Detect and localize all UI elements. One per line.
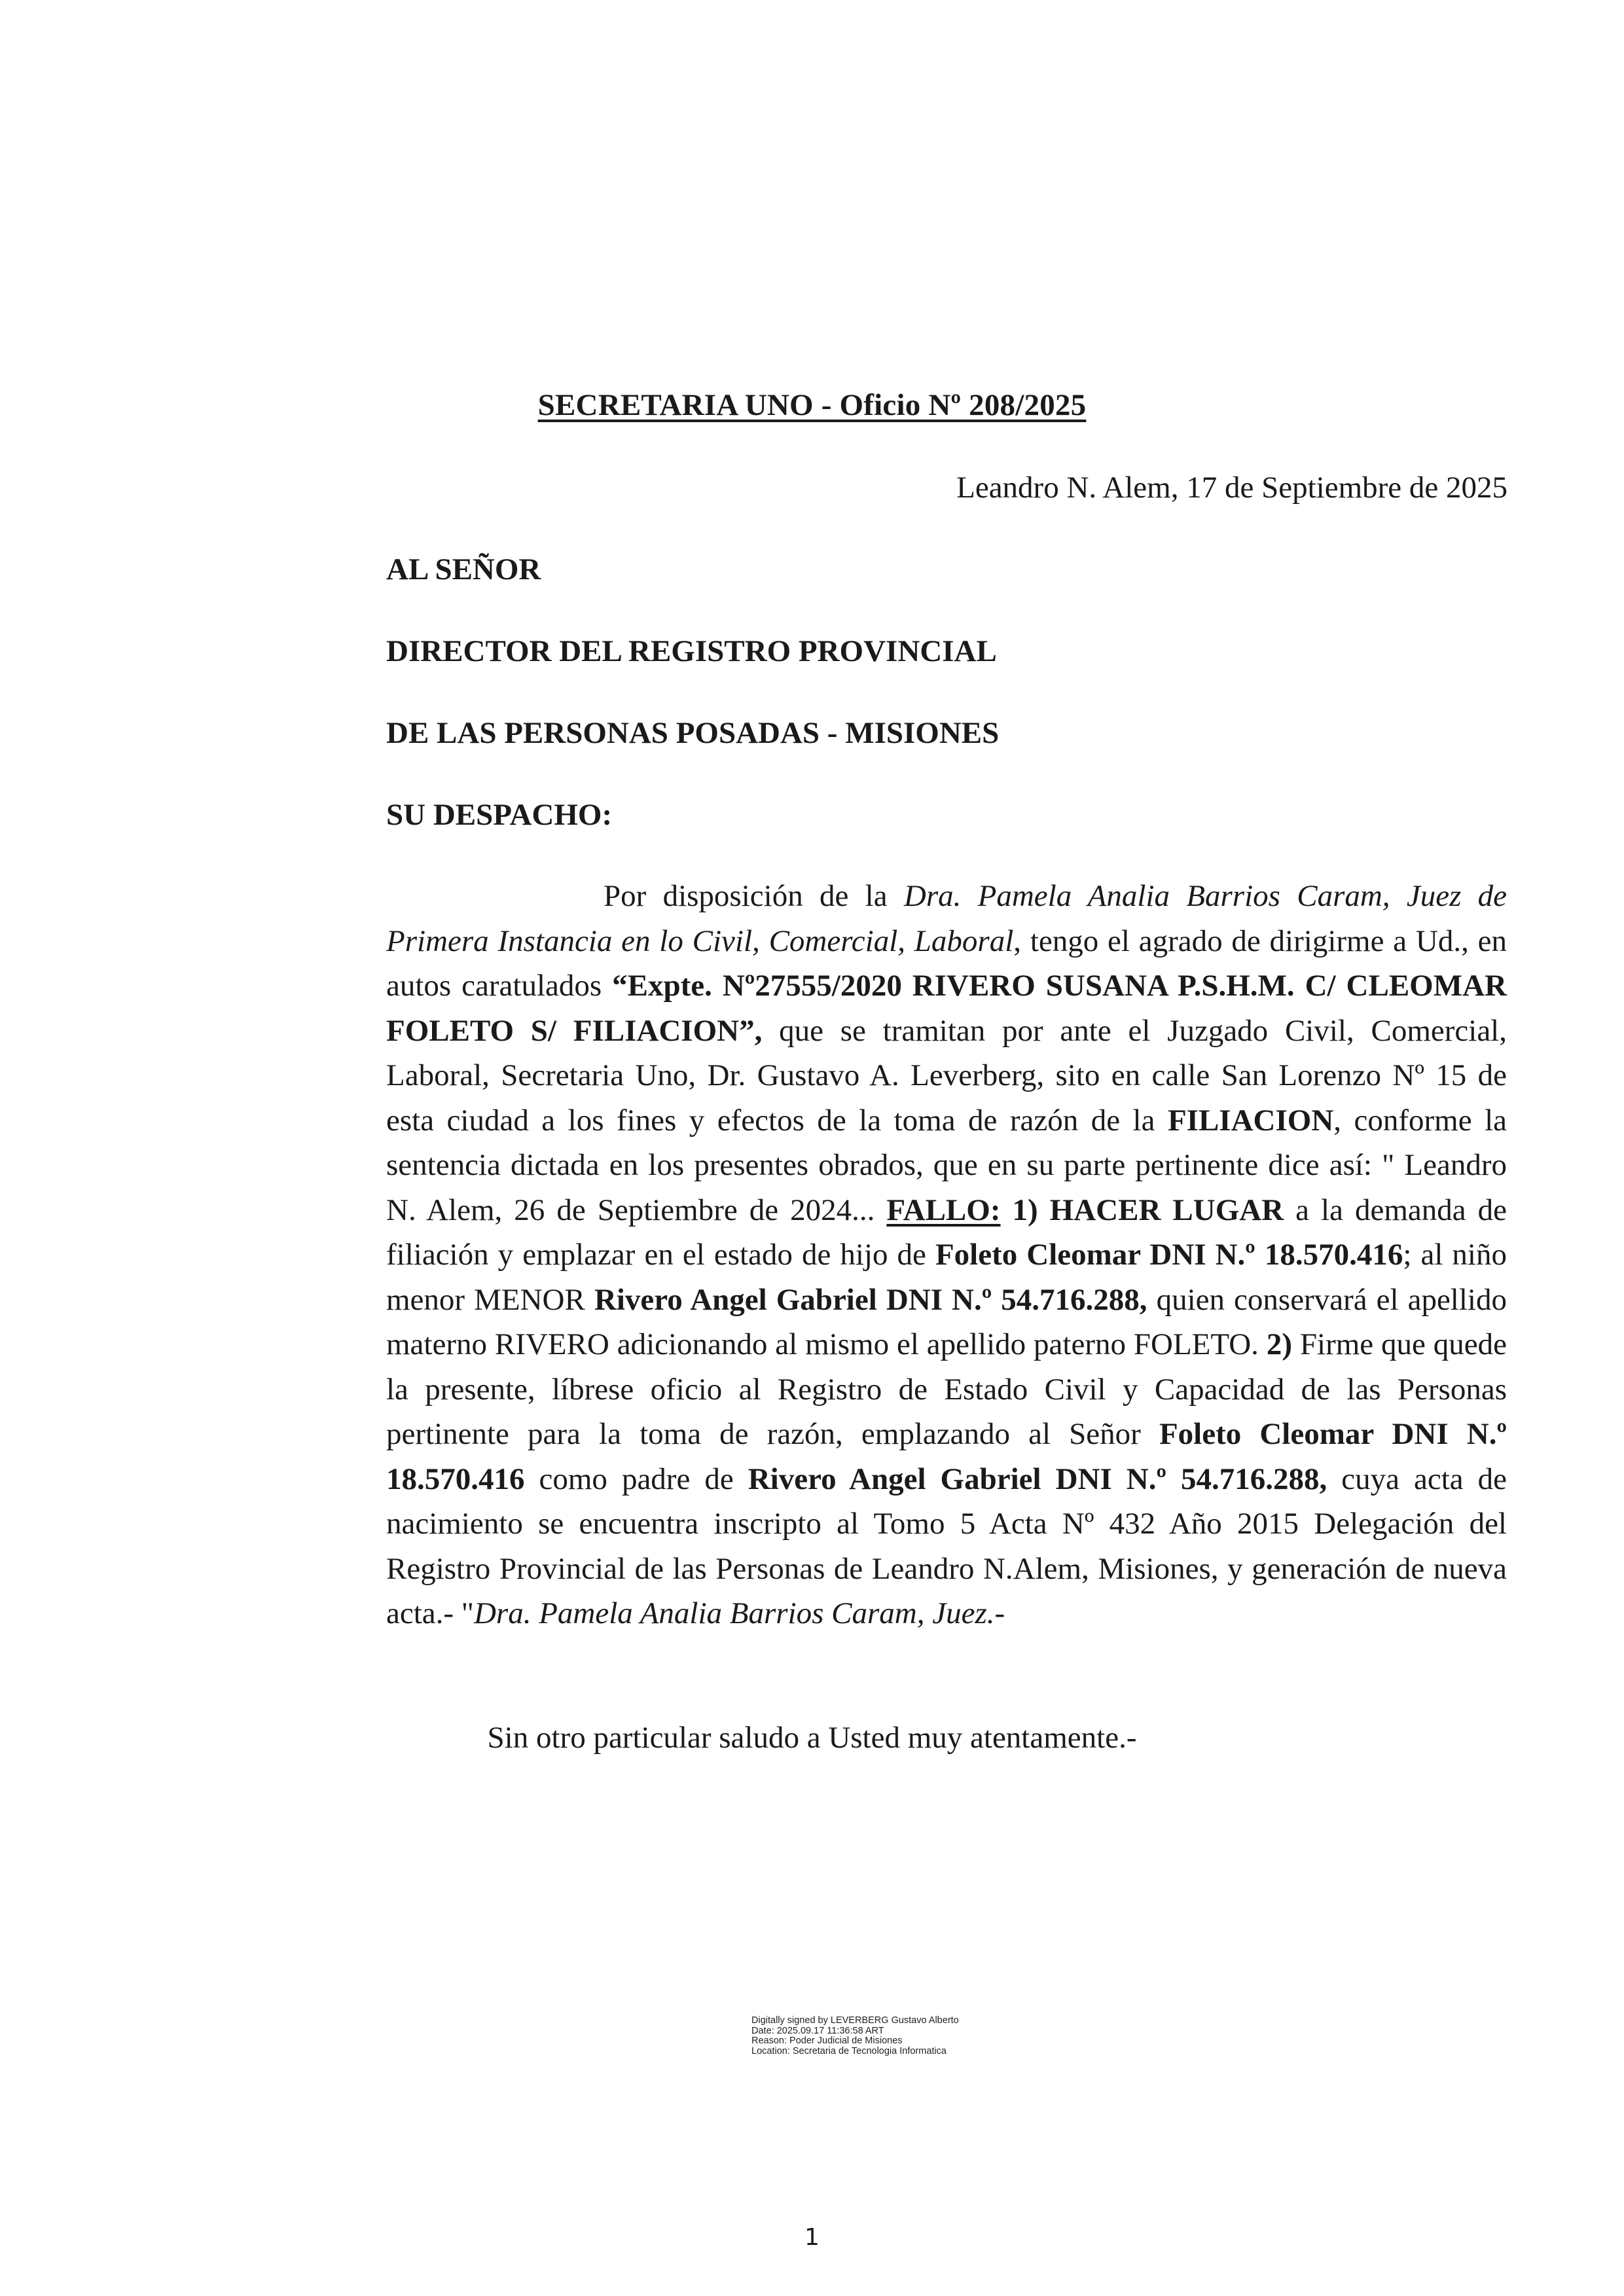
addressee-salutation: AL SEÑOR — [386, 552, 541, 586]
signature-location: Location: Secretaria de Tecnologia Informatica — [751, 2045, 947, 2056]
body-text-segment: quien conservará el apellido materno RIVERO adicionando al mismo el apellido paterno FOLETO. — [386, 1282, 1507, 1361]
signature-date: Date: 2025.09.17 11:36:58 ART — [751, 2025, 884, 2036]
digital-signature-stamp — [751, 2016, 974, 2056]
addressee-despacho: SU DESPACHO: — [386, 798, 613, 832]
body-text-segment: cuya acta de nacimiento se encuentra inscripto al Tomo 5 Acta Nº 432 Año 2015 Delegación del Registro Provincial de las Personas de Leandro N.Alem, Misiones, y generación de nueva acta.- " — [386, 1462, 1507, 1630]
body-text-segment: , conforme la sentencia dictada en los presentes obrados, que en su parte pertinente dice así: " Leandro N. Alem, 26 de Septiembre de 2024... — [386, 1103, 1507, 1227]
body-text-segment: Firme que quede la presente, líbrese oficio al Registro de Estado Civil y Capacidad de las Personas pertinente para la toma de razón, emplazando al Señor — [386, 1327, 1507, 1451]
page-number: 1 — [804, 2224, 820, 2251]
father-identity: Foleto Cleomar DNI N.º 18.570.416 — [386, 1417, 1507, 1496]
addressee-office: DIRECTOR DEL REGISTRO PROVINCIAL — [386, 634, 997, 668]
body-text-segment: a la demanda de filiación y emplazar en el estado de hijo de — [386, 1193, 1507, 1272]
body-paragraph — [386, 874, 1507, 1636]
judge-title-italic: Dra. Pamela Analia Barrios Caram, Juez de Primera Instancia en lo Civil, Comercial, Laboral — [386, 879, 1507, 958]
judge-signoff-italic: Dra. Pamela Analia Barrios Caram, Juez.- — [473, 1596, 1005, 1630]
body-text-segment: , tengo el agrado de dirigirme a Ud., en autos caratulados — [386, 924, 1507, 1003]
body-text-segment: ; al niño menor MENOR — [386, 1238, 1507, 1317]
body-text-segment: como padre de — [524, 1462, 748, 1496]
case-caption: “Expte. Nº27555/2020 RIVERO SUSANA P.S.H.M. C/ CLEOMAR FOLETO S/ FILIACION”, — [386, 969, 1507, 1048]
ruling-point-1: 1) HACER LUGAR — [1000, 1193, 1284, 1227]
father-identity: Foleto Cleomar DNI N.º 18.570.416 — [935, 1238, 1403, 1272]
addressee-office-location: DE LAS PERSONAS POSADAS - MISIONES — [386, 716, 1000, 750]
body-text-segment: que se tramitan por ante el Juzgado Civil, Comercial, Laboral, Secretaria Uno, Dr. Gustavo A. Leverberg, sito en calle San Lorenzo Nº 15 de esta ciudad a los fines y efectos de la toma de razón de la — [386, 1013, 1507, 1138]
signature-signer: Digitally signed by LEVERBERG Gustavo Alberto — [751, 2015, 959, 2026]
signature-reason: Reason: Poder Judicial de Misiones — [751, 2036, 903, 2046]
place-and-date: Leandro N. Alem, 17 de Septiembre de 2025 — [956, 471, 1507, 505]
child-identity: Rivero Angel Gabriel DNI N.º 54.716.288, — [748, 1462, 1327, 1496]
document-title: SECRETARIA UNO - Oficio Nº 208/2025 — [537, 388, 1087, 422]
fallo-label: FALLO: — [886, 1193, 1001, 1227]
body-text-segment: Por disposición de la — [604, 879, 904, 913]
child-identity: Rivero Angel Gabriel DNI N.º 54.716.288, — [594, 1282, 1147, 1317]
filiacion-emphasis: FILIACION — [1167, 1103, 1334, 1138]
ruling-point-2: 2) — [1266, 1327, 1292, 1361]
closing-salutation: Sin otro particular saludo a Usted muy atentamente.- — [487, 1721, 1137, 1755]
